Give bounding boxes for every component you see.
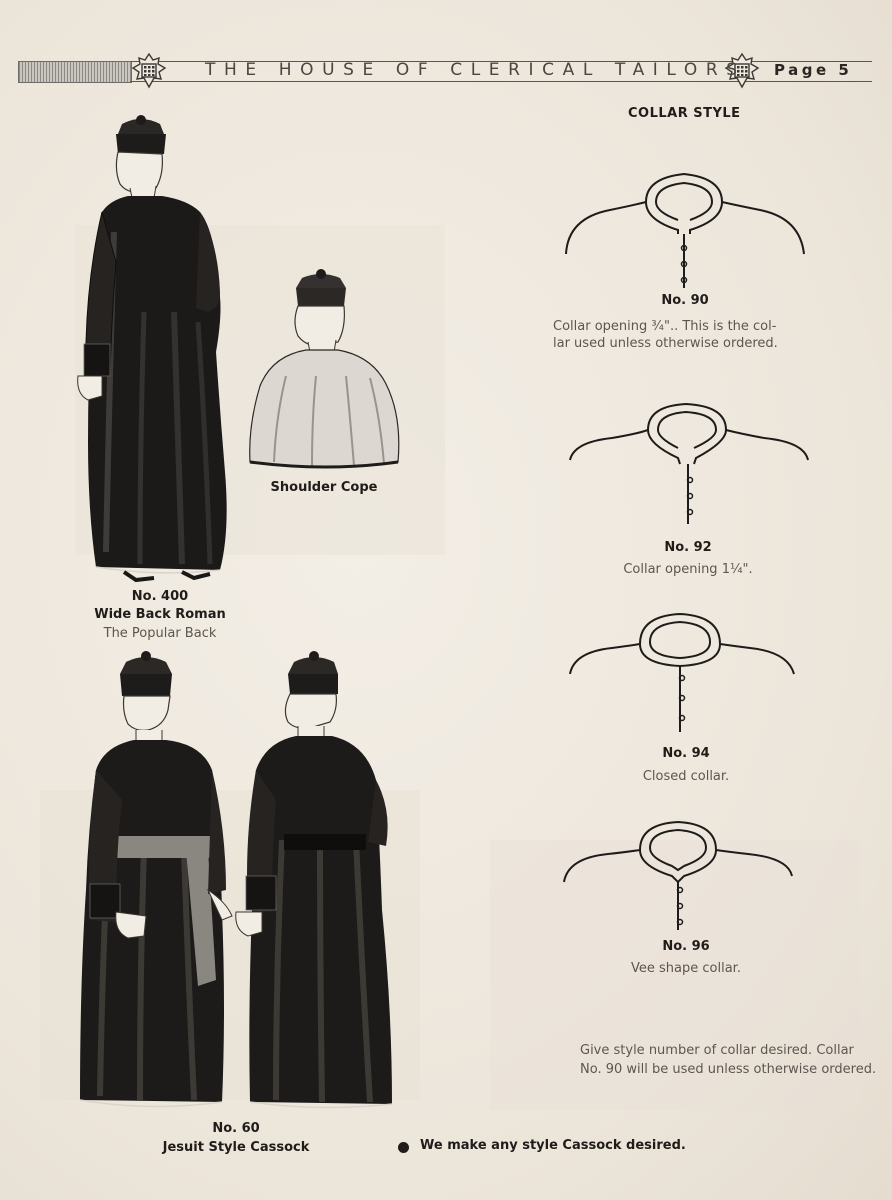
header-rule-bottom [130,81,872,82]
collar-90-diagram [560,168,810,290]
cope-caption: Shoulder Cope [270,480,378,495]
roman-number: No. 400 [131,589,189,604]
roman-note: The Popular Back [103,626,217,641]
collar-footnote-line1: Give style number of collar desired. Collar [580,1043,854,1058]
wide-back-roman-illustration [70,112,240,582]
collar-92-diagram [566,400,810,526]
shoulder-cope-illustration [246,266,402,472]
collar-90-desc-line2: lar used unless otherwise ordered. [553,336,778,351]
collar-footnote-line2: No. 90 will be used unless otherwise ordered. [580,1062,877,1077]
collar-94-desc: Closed collar. [642,769,730,784]
collar-94-diagram [566,612,798,734]
header-bar-pattern [18,61,132,83]
collar-92-desc: Collar opening 1¼". [623,562,753,577]
roman-name: Wide Back Roman [94,607,226,622]
bullet-icon [398,1142,409,1153]
collar-96-desc: Vee shape collar. [631,961,741,976]
ornament-icon-left [131,52,167,90]
collar-94-number: No. 94 [662,746,710,761]
jesuit-cassock-illustration [76,650,406,1120]
collar-96-diagram [560,820,796,932]
footer-note: We make any style Cassock desired. [420,1138,686,1153]
collar-style-heading: COLLAR STYLE [628,106,741,121]
jesuit-number: No. 60 [212,1121,260,1136]
collar-92-number: No. 92 [664,540,712,555]
jesuit-name: Jesuit Style Cassock [162,1140,310,1155]
collar-96-number: No. 96 [662,939,710,954]
collar-90-desc-line1: Collar opening ¾".. This is the col- [553,319,777,334]
header-title: THE HOUSE OF CLERICAL TAILORS [205,60,746,80]
collar-90-number: No. 90 [661,293,709,308]
page-number: Page 5 [774,61,853,79]
